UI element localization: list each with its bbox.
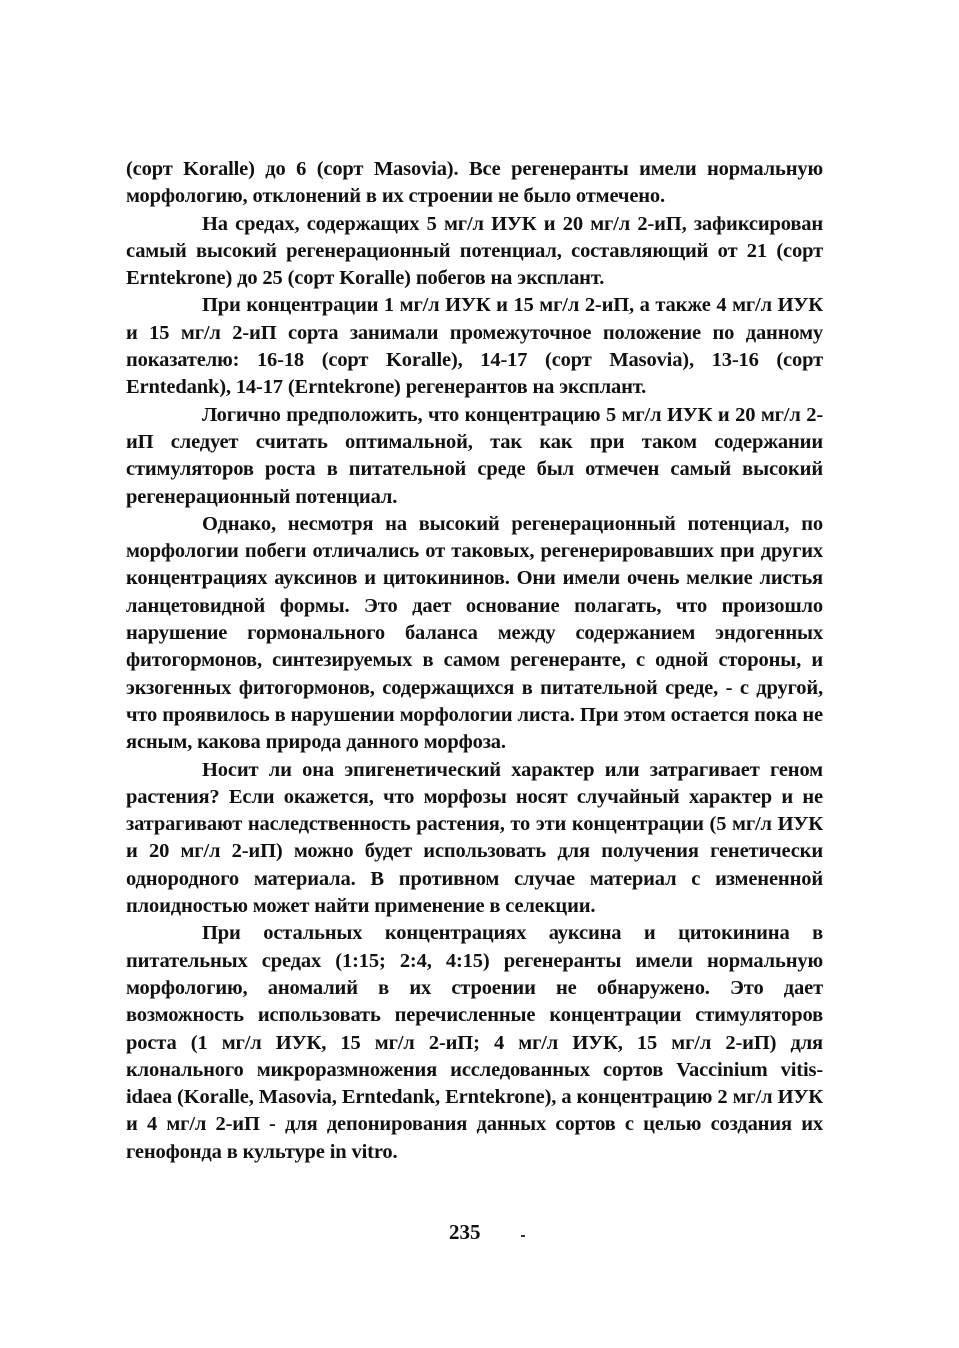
paragraph: Логично предположить, что концентрацию 5 мг/л ИУК и 20 мг/л 2-иП следует считать оптимальной, так как при таком содержании стимуляторов роста в питательной среде был отмечен самый высокий регенерационный потенциал.	[126, 403, 823, 508]
paragraph: При остальных концентрациях ауксина и цитокинина в питательных средах (1:15; 2:4, 4:15) регенеранты имели нормальную морфологию, аномалий в их строении не обнаружено. Это дает возможность использовать перечисленные концентрации стимуляторов роста (1 мг/л ИУК, 15 мг/л 2-иП; 4 мг/л ИУК, 15 мг/л 2-иП) для клонального микроразмножения исследованных сортов Vaccinium vitis-idaea (Koralle, Masovia, Erntedank, Erntekrone), а концентрацию 2 мг/л ИУК и 4 мг/л 2-иП - для депонирования данных сортов с целью создания их генофонда в культуре in vitro.	[126, 922, 823, 1163]
paragraph: При концентрации 1 мг/л ИУК и 15 мг/л 2-иП, а также 4 мг/л ИУК и 15 мг/л 2-иП сорта занимали промежуточное положение по данному показателю: 16-18 (сорт Koralle), 14-17 (сорт Masovia), 13-16 (сорт Erntedank), 14-17 (Erntekrone) регенерантов на эксплант.	[126, 294, 823, 399]
page-number: 235	[449, 1220, 481, 1244]
body-text	[126, 156, 823, 1166]
paragraph: Однако, несмотря на высокий регенерационный потенциал, по морфологии побеги отличались от таковых, регенерировавших при других концентрациях ауксинов и цитокининов. Они имели очень мелкие листья ланцетовидной формы. Это дает основание полагать, что произошло нарушение гормонального баланса между содержанием эндогенных фитогормонов, синтезируемых в самом регенеранте, с одной стороны, и экзогенных фитогормонов, содержащихся в питательной среде, - с другой, что проявилось в нарушении морфологии листа. При этом остается пока не ясным, какова природа данного морфоза.	[126, 512, 823, 754]
paragraph: На средах, содержащих 5 мг/л ИУК и 20 мг/л 2-иП, зафиксирован самый высокий регенерационный потенциал, составляющий от 21 (сорт Erntekrone) до 25 (сорт Koralle) побегов на эксплант.	[126, 212, 823, 290]
paragraph: (сорт Koralle) до 6 (сорт Masovia). Все регенеранты имели нормальную морфологию, отклонений в их строении не было отмечено.	[126, 158, 823, 208]
scan-mark	[521, 1235, 525, 1237]
paragraph: Носит ли она эпигенетический характер или затрагивает геном растения? Если окажется, что морфозы носят случайный характер и не затрагивают наследственность растения, то эти концентрации (5 мг/л ИУК и 20 мг/л 2-иП) можно будет использовать для получения генетически однородного материала. В противном случае материал с измененной плоидностью может найти применение в селекции.	[126, 758, 823, 918]
